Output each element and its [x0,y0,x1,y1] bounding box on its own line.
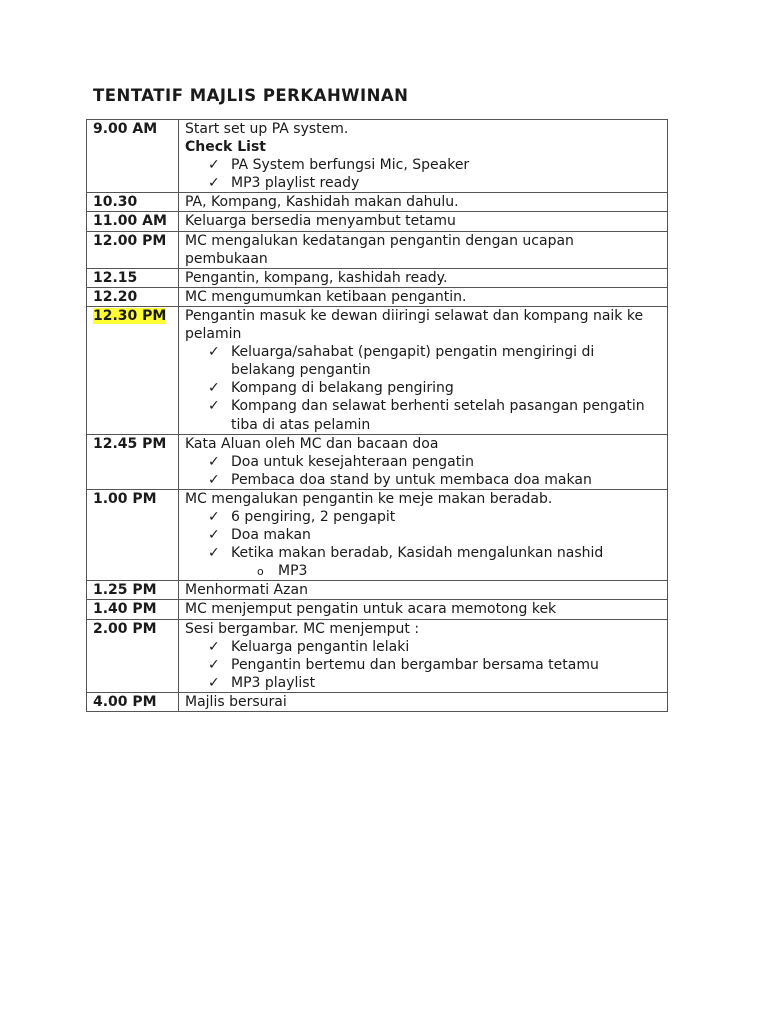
checklist-item: ✓ PA System berfungsi Mic, Speaker [185,156,661,174]
time-text: 4.00 PM [93,693,157,710]
time-cell [87,581,179,600]
activity-cell [179,212,668,231]
time-cell [87,231,179,268]
checklist-heading: Check List [185,139,266,156]
time-cell [87,306,179,434]
time-text: 1.40 PM [93,601,157,618]
activity-cell [179,306,668,434]
table-row [87,600,668,619]
schedule-table [86,119,668,712]
activity-cell [179,287,668,306]
time-text: 10.30 [93,194,138,211]
checklist-item: ✓ MP3 playlist ready [185,174,661,192]
time-cell [87,268,179,287]
time-text: 12.15 [93,269,138,286]
activity-cell [179,434,668,489]
activity-cell [179,268,668,287]
activity-text: Kata Aluan oleh MC dan bacaan doa [185,435,439,452]
activity-cell [179,120,668,193]
time-text: 11.00 AM [93,213,167,230]
table-row [87,619,668,692]
time-cell [87,212,179,231]
activity-cell [179,193,668,212]
activity-text: Pengantin masuk ke dewan diiringi selawat dan kompang naik ke pelamin [185,307,644,343]
activity-cell [179,692,668,711]
checklist-item: ✓ Kompang di belakang pengiring [185,379,661,397]
table-row [87,231,668,268]
time-cell [87,692,179,711]
activity-cell [179,489,668,580]
time-text: 9.00 AM [93,121,158,137]
time-cell [87,434,179,489]
activity-text: MC mengalukan kedatangan pengantin dengan ucapan pembukaan [185,232,574,267]
table-row [87,692,668,711]
table-row [87,581,668,600]
checklist-item: ✓ Keluarga pengantin lelaki [185,638,661,656]
activity-text: MC mengalukan pengantin ke meje makan beradab. [185,490,553,507]
checklist-item: ✓ MP3 playlist [185,674,661,692]
activity-text: Menhormati Azan [185,582,308,599]
time-cell [87,489,179,580]
time-text: 12.45 PM [93,435,167,452]
activity-text: MC mengumumkan ketibaan pengantin. [185,288,467,305]
table-row [87,193,668,212]
time-text: 2.00 PM [93,620,157,637]
time-cell [87,619,179,692]
time-cell [87,287,179,306]
time-cell [87,193,179,212]
time-cell [87,600,179,619]
activity-cell [179,600,668,619]
time-text: 12.20 [93,288,138,305]
table-row [87,120,668,193]
checklist-item: ✓ Keluarga/sahabat (pengapit) pengatin mengiringi di belakang pengantin [185,343,661,379]
activity-text: Majlis bersurai [185,693,287,710]
activity-text: Keluarga bersedia menyambut tetamu [185,213,456,230]
table-row [87,287,668,306]
sub-bullet-item: o MP3 [185,562,661,580]
checklist-item: ✓ Ketika makan beradab, Kasidah mengalunkan nashid [185,544,661,562]
activity-cell [179,231,668,268]
checklist-item: ✓ Kompang dan selawat berhenti setelah pasangan pengatin tiba di atas pelamin [185,397,661,433]
checklist-item: ✓ Doa makan [185,526,661,544]
checklist-item: ✓ Doa untuk kesejahteraan pengatin [185,453,661,471]
activity-text: Pengantin, kompang, kashidah ready. [185,269,448,286]
time-text: 1.25 PM [93,582,157,599]
checklist-item: ✓ Pembaca doa stand by untuk membaca doa makan [185,471,661,489]
activity-text: Sesi bergambar. MC menjemput : [185,620,420,637]
page-title: TENTATIF MAJLIS PERKAHWINAN [93,86,409,105]
time-text: 12.00 PM [93,232,167,249]
table-row [87,268,668,287]
activity-cell [179,619,668,692]
table-row [87,434,668,489]
checklist-item: ✓ 6 pengiring, 2 pengapit [185,508,661,526]
time-text: 1.00 PM [93,490,157,507]
table-row [87,212,668,231]
schedule-body [87,120,668,712]
activity-text: Start set up PA system. [185,121,349,137]
activity-cell [179,581,668,600]
activity-text: MC menjemput pengatin untuk acara memotong kek [185,601,557,618]
table-row [87,489,668,580]
time-text: 12.30 PM [93,307,167,324]
activity-text: PA, Kompang, Kashidah makan dahulu. [185,194,459,211]
table-row [87,306,668,434]
checklist-item: ✓ Pengantin bertemu dan bergambar bersama tetamu [185,656,661,674]
time-cell [87,120,179,193]
